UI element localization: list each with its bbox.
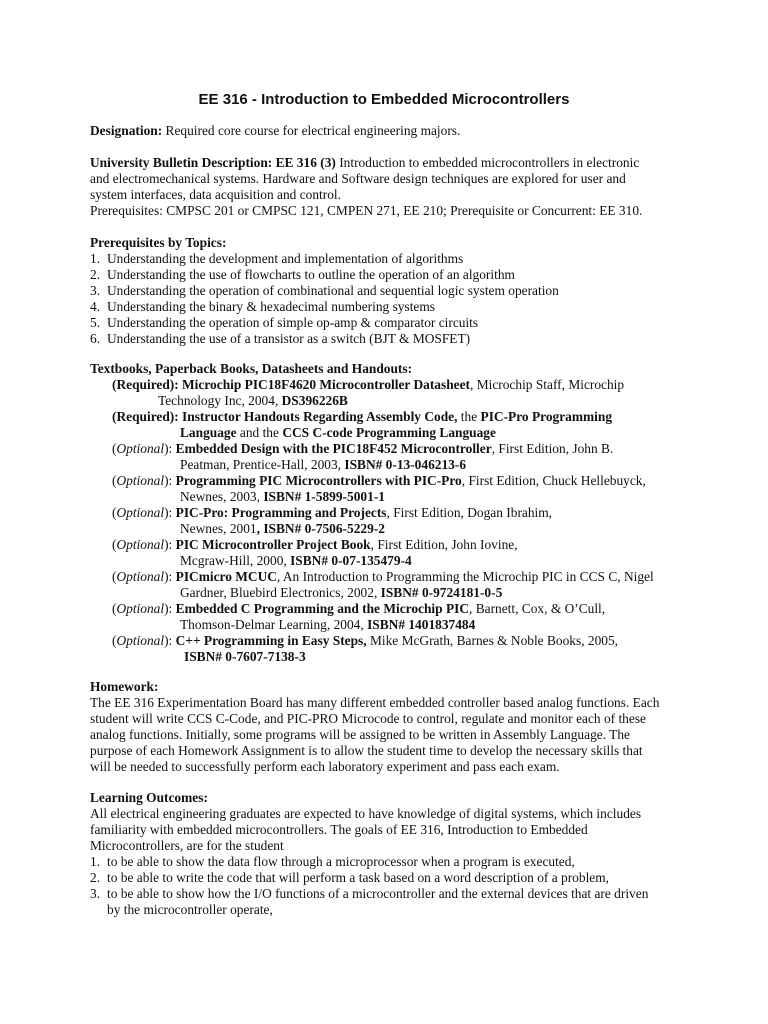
- optional-book: (Optional): PIC-Pro: Programming and Projects, First Edition, Dogan Ibrahim,: [112, 505, 553, 520]
- textbooks-section: [90, 361, 680, 665]
- bulletin-section: [90, 155, 680, 219]
- homework-heading: Homework:: [90, 679, 159, 694]
- bulletin-line1: Introduction to embedded microcontrollers in electronic: [339, 155, 640, 170]
- optional-book: (Optional): Embedded Design with the PIC18F452 Microcontroller, First Edition, John B.: [112, 441, 614, 456]
- required-handouts-cont: Language and the CCS C-code Programming Language: [180, 425, 496, 440]
- required-datasheet-cont: Technology Inc, 2004, DS396226B: [158, 393, 348, 408]
- prereq-topics-heading: Prerequisites by Topics:: [90, 235, 227, 250]
- optional-book-cont: Mcgraw-Hill, 2000, ISBN# 0-07-135479-4: [180, 553, 412, 568]
- outcomes-line: Microcontrollers, are for the student: [90, 838, 284, 853]
- bulletin-line3: system interfaces, data acquisition and control.: [90, 187, 341, 202]
- homework-section: [90, 679, 680, 775]
- list-item: 5. Understanding the operation of simple op-amp & comparator circuits: [90, 315, 479, 330]
- list-item-cont: by the microcontroller operate,: [107, 902, 273, 917]
- designation-text: Required core course for electrical engineering majors.: [165, 123, 461, 138]
- list-item: 2. Understanding the use of flowcharts to outline the operation of an algorithm: [90, 267, 515, 282]
- prereq-topics-list: [90, 251, 680, 347]
- homework-line: analog functions. Initially, some programs will be assigned to be written in Assembly Language. The: [90, 727, 630, 742]
- list-item: 1. Understanding the development and implementation of algorithms: [90, 251, 464, 266]
- list-item: 4. Understanding the binary & hexadecimal numbering systems: [90, 299, 435, 314]
- list-item: 6. Understanding the use of a transistor as a switch (BJT & MOSFET): [90, 331, 471, 346]
- designation-section: [90, 123, 680, 139]
- outcomes-line: All electrical engineering graduates are expected to have knowledge of digital systems, which includes: [90, 806, 642, 821]
- list-item: 1. to be able to show the data flow through a microprocessor when a program is executed,: [90, 854, 575, 869]
- textbooks-heading: Textbooks, Paperback Books, Datasheets and Handouts:: [90, 361, 413, 376]
- optional-book-cont: Newnes, 2003, ISBN# 1-5899-5001-1: [180, 489, 385, 504]
- homework-line: The EE 316 Experimentation Board has many different embedded controller based analog functions. Each: [90, 695, 660, 710]
- optional-book: (Optional): Embedded C Programming and the Microchip PIC, Barnett, Cox, & O’Cull,: [112, 601, 606, 616]
- prereq-topics-section: [90, 235, 680, 347]
- optional-book-cont: Thomson-Delmar Learning, 2004, ISBN# 1401837484: [180, 617, 476, 632]
- required-handouts: (Required): Instructor Handouts Regarding Assembly Code, the PIC-Pro Programming: [112, 409, 613, 424]
- outcomes-line: familiarity with embedded microcontrollers. The goals of EE 316, Introduction to Embedded: [90, 822, 588, 837]
- optional-book: (Optional): PIC Microcontroller Project Book, First Edition, John Iovine,: [112, 537, 518, 552]
- homework-line: student will write CCS C-Code, and PIC-PRO Microcode to control, regulate and monitor each of these: [90, 711, 646, 726]
- homework-line: will be needed to successfully perform each laboratory experiment and pass each exam.: [90, 759, 560, 774]
- optional-book-cont: Peatman, Prentice-Hall, 2003, ISBN# 0-13-046213-6: [180, 457, 467, 472]
- list-item: 2. to be able to write the code that will perform a task based on a word description of a problem,: [90, 870, 609, 885]
- required-datasheet: (Required): Microchip PIC18F4620 Microcontroller Datasheet, Microchip Staff, Microchip: [112, 377, 625, 392]
- optional-book-cont: Newnes, 2001, ISBN# 0-7506-5229-2: [180, 521, 385, 536]
- page-title: EE 316 - Introduction to Embedded Microcontrollers: [198, 91, 570, 108]
- list-item: 3. Understanding the operation of combinational and sequential logic system operation: [90, 283, 559, 298]
- designation-label: Designation:: [90, 123, 163, 138]
- optional-book: (Optional): Programming PIC Microcontrollers with PIC-Pro, First Edition, Chuck Hellebuyck,: [112, 473, 646, 488]
- optional-book-cont: Gardner, Bluebird Electronics, 2002, ISBN# 0-9724181-0-5: [180, 585, 503, 600]
- outcomes-section: [90, 790, 680, 918]
- homework-line: purpose of each Homework Assignment is to allow the student time to develop the necessary skills that: [90, 743, 643, 758]
- optional-book: (Optional): C++ Programming in Easy Steps, Mike McGrath, Barnes & Noble Books, 2005,: [112, 633, 619, 648]
- list-item: 3. to be able to show how the I/O functions of a microcontroller and the external devices that are driven: [90, 886, 649, 901]
- optional-book-cont: ISBN# 0-7607-7138-3: [184, 649, 306, 664]
- bulletin-label: University Bulletin Description: EE 316 (3): [90, 155, 336, 170]
- outcomes-heading: Learning Outcomes:: [90, 790, 208, 805]
- bulletin-line2: and electromechanical systems. Hardware and Software design techniques are explored for user and: [90, 171, 626, 186]
- bulletin-prereq: Prerequisites: CMPSC 201 or CMPSC 121, CMPEN 271, EE 210; Prerequisite or Concurrent: EE 310.: [90, 203, 643, 218]
- optional-book: (Optional): PICmicro MCUC, An Introduction to Programming the Microchip PIC in CCS C, Nigel: [112, 569, 654, 584]
